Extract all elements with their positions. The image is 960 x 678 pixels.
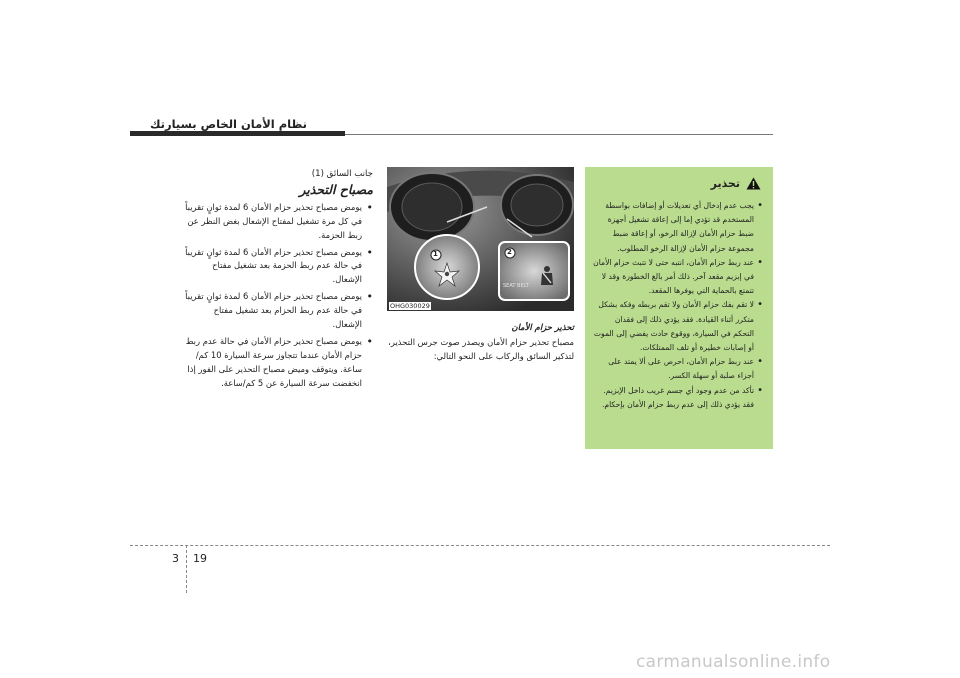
seat-belt-label: SEAT BELT (503, 283, 529, 289)
page-section: 3 (172, 552, 179, 565)
warning-list (593, 199, 763, 412)
middle-text (388, 320, 574, 364)
figure-caption: OHG030029 (390, 302, 430, 310)
warning-item: • عند ربط حزام الأمان، انتبه حتى لا تتبث حزام الأمان في إبزيم مقعد آخر. ذلك أمر بالغ الخطورة وقد لا تتمتع بالحماية التي يوفرها المقعد. (593, 256, 763, 299)
warning-title: تحذير (710, 177, 740, 190)
dashboard-illustration (387, 167, 574, 311)
middle-subheading: تحذير حزام الأمان (511, 322, 574, 332)
header-rule-thin (345, 134, 773, 135)
list-item: • يومض مصباح تحذير حزام الأمان في حالة عدم ربط حزام الأمان عندما تتجاوز سرعة السيارة 10 كم/ساعة. ويتوقف وميض مصباح التحذير على الفور إذا انخفضت سرعة السيارة عن 5 كم/ساعة. (185, 335, 373, 391)
driver-side-kicker: جانب السائق (1) (311, 169, 373, 179)
warning-heading (711, 177, 761, 190)
footer-divider (186, 545, 187, 593)
dashboard-photo (387, 167, 574, 311)
list-item: • يومض مصباح تحذير حزام الأمان 6 لمدة ثوانٍ تقريباً في حالة عدم ربط الحزمة بعد تشغيل مفتاح الإشعال. (185, 246, 373, 288)
page-number: 19 (193, 552, 207, 565)
warning-triangle-icon (746, 177, 761, 190)
warning-item: • لا تقم بفك حزام الأمان ولا تقم بربطه وفكه بشكل متكرر أثناء القيادة. فقد يؤدي ذلك إلى فقدان التحكم في السيارة، ووقوع حادث يفضي إلى الموت أو إصابات خطيرة أو تلف الممتلكات. (593, 298, 763, 355)
warning-item: • عند ربط حزام الأمان، احرص على ألا يمتد على أجزاء صلبة أو سهلة الكسر. (593, 355, 763, 383)
warning-light-heading: مصباح التحذير (299, 181, 373, 197)
warning-box (585, 167, 773, 449)
footer-rule (130, 545, 830, 546)
header-rule-thick (130, 131, 345, 136)
driver-side-list (185, 201, 373, 391)
middle-body: مصباح تحذير حزام الأمان ويصدر صوت جرس التحذير، لتذكير السائق والركاب على النحو التالي: (388, 336, 574, 361)
callout-2: 2 (507, 248, 512, 256)
list-item: • يومض مصباح تحذير حزام الأمان 6 لمدة ثوانٍ تقريباً في كل مرة تشغيل لمفتاح الإشعال بغض النظر عن ربط الحزمة. (185, 201, 373, 243)
warning-item: • تأكد من عدم وجود أي جسم غريب داخل الإبزيم. فقد يؤدي ذلك إلى عدم ربط حزام الأمان بإحكام. (593, 384, 763, 412)
list-item: • يومض مصباح تحذير حزام الأمان 6 لمدة ثوانٍ تقريباً في حالة عدم ربط الحزام بعد تشغيل مفتاح الإشعال. (185, 290, 373, 332)
callout-1: 1 (433, 250, 438, 258)
header-title: نظام الأمان الخاص بسيارتك (149, 117, 307, 131)
watermark: carmanualsonline.info (636, 652, 831, 672)
warning-item: • يجب عدم إدخال أي تعديلات أو إضافات بواسطة المستخدم قد تؤدي إما إلى إعاقة تشغيل أجهزة ضبط حزام الأمان لإزالة الرخو، أو إعاقة ضبط مجموعة حزام الأمان لإزالة الرخو المطلوب. (593, 199, 763, 256)
driver-side-section (185, 168, 373, 394)
